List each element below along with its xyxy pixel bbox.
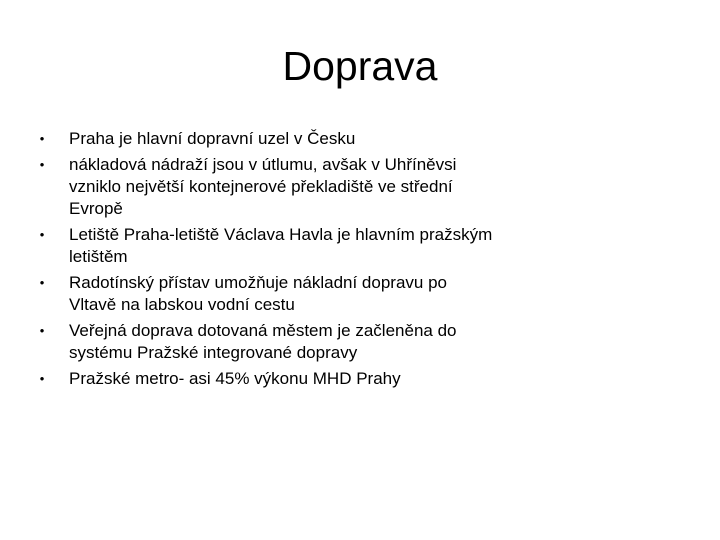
bullet-text: Letiště Praha-letiště Václava Havla je hlavním pražským letištěm: [69, 225, 493, 266]
slide-title: [0, 38, 720, 94]
bullet-list: [36, 128, 496, 394]
bullet-item: [36, 128, 496, 150]
bullet-item: [36, 368, 496, 390]
bullet-text: Praha je hlavní dopravní uzel v Česku: [69, 129, 356, 148]
bullet-text: Radotínský přístav umožňuje nákladní dopravu po Vltavě na labskou vodní cestu: [69, 273, 448, 314]
bullet-text: Pražské metro- asi 45% výkonu MHD Prahy: [69, 369, 401, 388]
slide-title-text: Doprava: [282, 43, 438, 89]
bullet-item: [36, 272, 496, 316]
bullet-item: [36, 320, 496, 364]
bullet-item: [36, 154, 496, 220]
bullet-icon: •: [39, 275, 45, 290]
bullet-icon: •: [39, 371, 45, 386]
bullet-icon: •: [39, 323, 45, 338]
bullet-icon: •: [39, 157, 45, 172]
bullet-item: [36, 224, 496, 268]
bullet-text: Veřejná doprava dotovaná městem je začleněna do systému Pražské integrované dopravy: [69, 321, 457, 362]
bullet-text: nákladová nádraží jsou v útlumu, avšak v Uhříněvsi vzniklo největší kontejnerové překladiště ve střední Evropě: [69, 155, 457, 218]
bullet-icon: •: [39, 131, 45, 146]
bullet-icon: •: [39, 227, 45, 242]
